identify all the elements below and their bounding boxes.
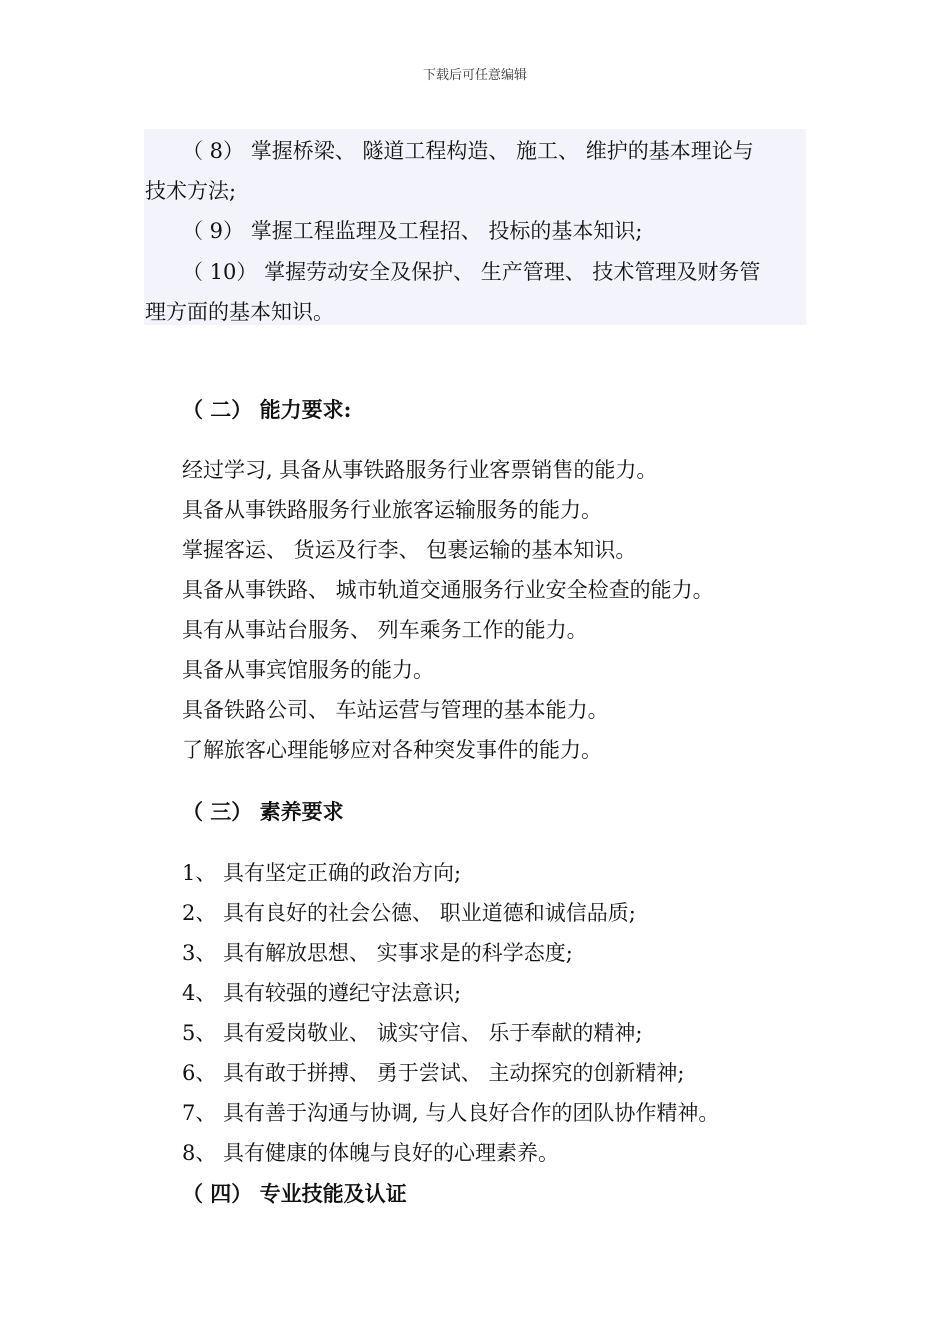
knowledge-item-10-line2: 理方面的基本知识。 — [145, 300, 334, 324]
quality-item: 5、 具有爱岗敬业、 诚实守信、 乐于奉献的精神; — [182, 1021, 643, 1045]
quality-item: 6、 具有敢于拼搏、 勇于尝试、 主动探究的创新精神; — [182, 1061, 685, 1085]
quality-item: 7、 具有善于沟通与协调, 与人良好合作的团队协作精神。 — [182, 1101, 720, 1125]
quality-item: 3、 具有解放思想、 实事求是的科学态度; — [182, 941, 573, 965]
ability-item: 具备铁路公司、 车站运营与管理的基本能力。 — [182, 698, 609, 722]
ability-item: 掌握客运、 货运及行李、 包裹运输的基本知识。 — [182, 538, 637, 562]
knowledge-item-8-line1: （ 8） 掌握桥梁、 隧道工程构造、 施工、 维护的基本理论与 — [182, 139, 754, 163]
ability-item: 了解旅客心理能够应对各种突发事件的能力。 — [182, 738, 602, 762]
quality-item: 1、 具有坚定正确的政治方向; — [182, 861, 462, 885]
ability-item: 经过学习, 具备从事铁路服务行业客票销售的能力。 — [182, 458, 658, 482]
ability-item: 具备从事铁路、 城市轨道交通服务行业安全检查的能力。 — [182, 578, 714, 602]
skills-heading: （ 四） 专业技能及认证 — [182, 1181, 407, 1206]
ability-item: 具备从事铁路服务行业旅客运输服务的能力。 — [182, 498, 602, 522]
ability-item: 具备从事宾馆服务的能力。 — [182, 658, 434, 682]
knowledge-item-10-line1: （ 10） 掌握劳动安全及保护、 生产管理、 技术管理及财务管 — [182, 260, 761, 284]
quality-item: 8、 具有健康的体魄与良好的心理素养。 — [182, 1141, 560, 1165]
ability-heading: （ 二） 能力要求: — [182, 397, 352, 422]
knowledge-item-9: （ 9） 掌握工程监理及工程招、 投标的基本知识; — [182, 219, 643, 243]
quality-item: 4、 具有较强的遵纪守法意识; — [182, 981, 462, 1005]
quality-item: 2、 具有良好的社会公德、 职业道德和诚信品质; — [182, 901, 636, 925]
ability-item: 具有从事站台服务、 列车乘务工作的能力。 — [182, 618, 588, 642]
page-header: 下载后可任意编辑 — [422, 68, 527, 83]
knowledge-item-8-line2: 技术方法; — [145, 179, 237, 203]
quality-heading: （ 三） 素养要求 — [182, 799, 344, 824]
